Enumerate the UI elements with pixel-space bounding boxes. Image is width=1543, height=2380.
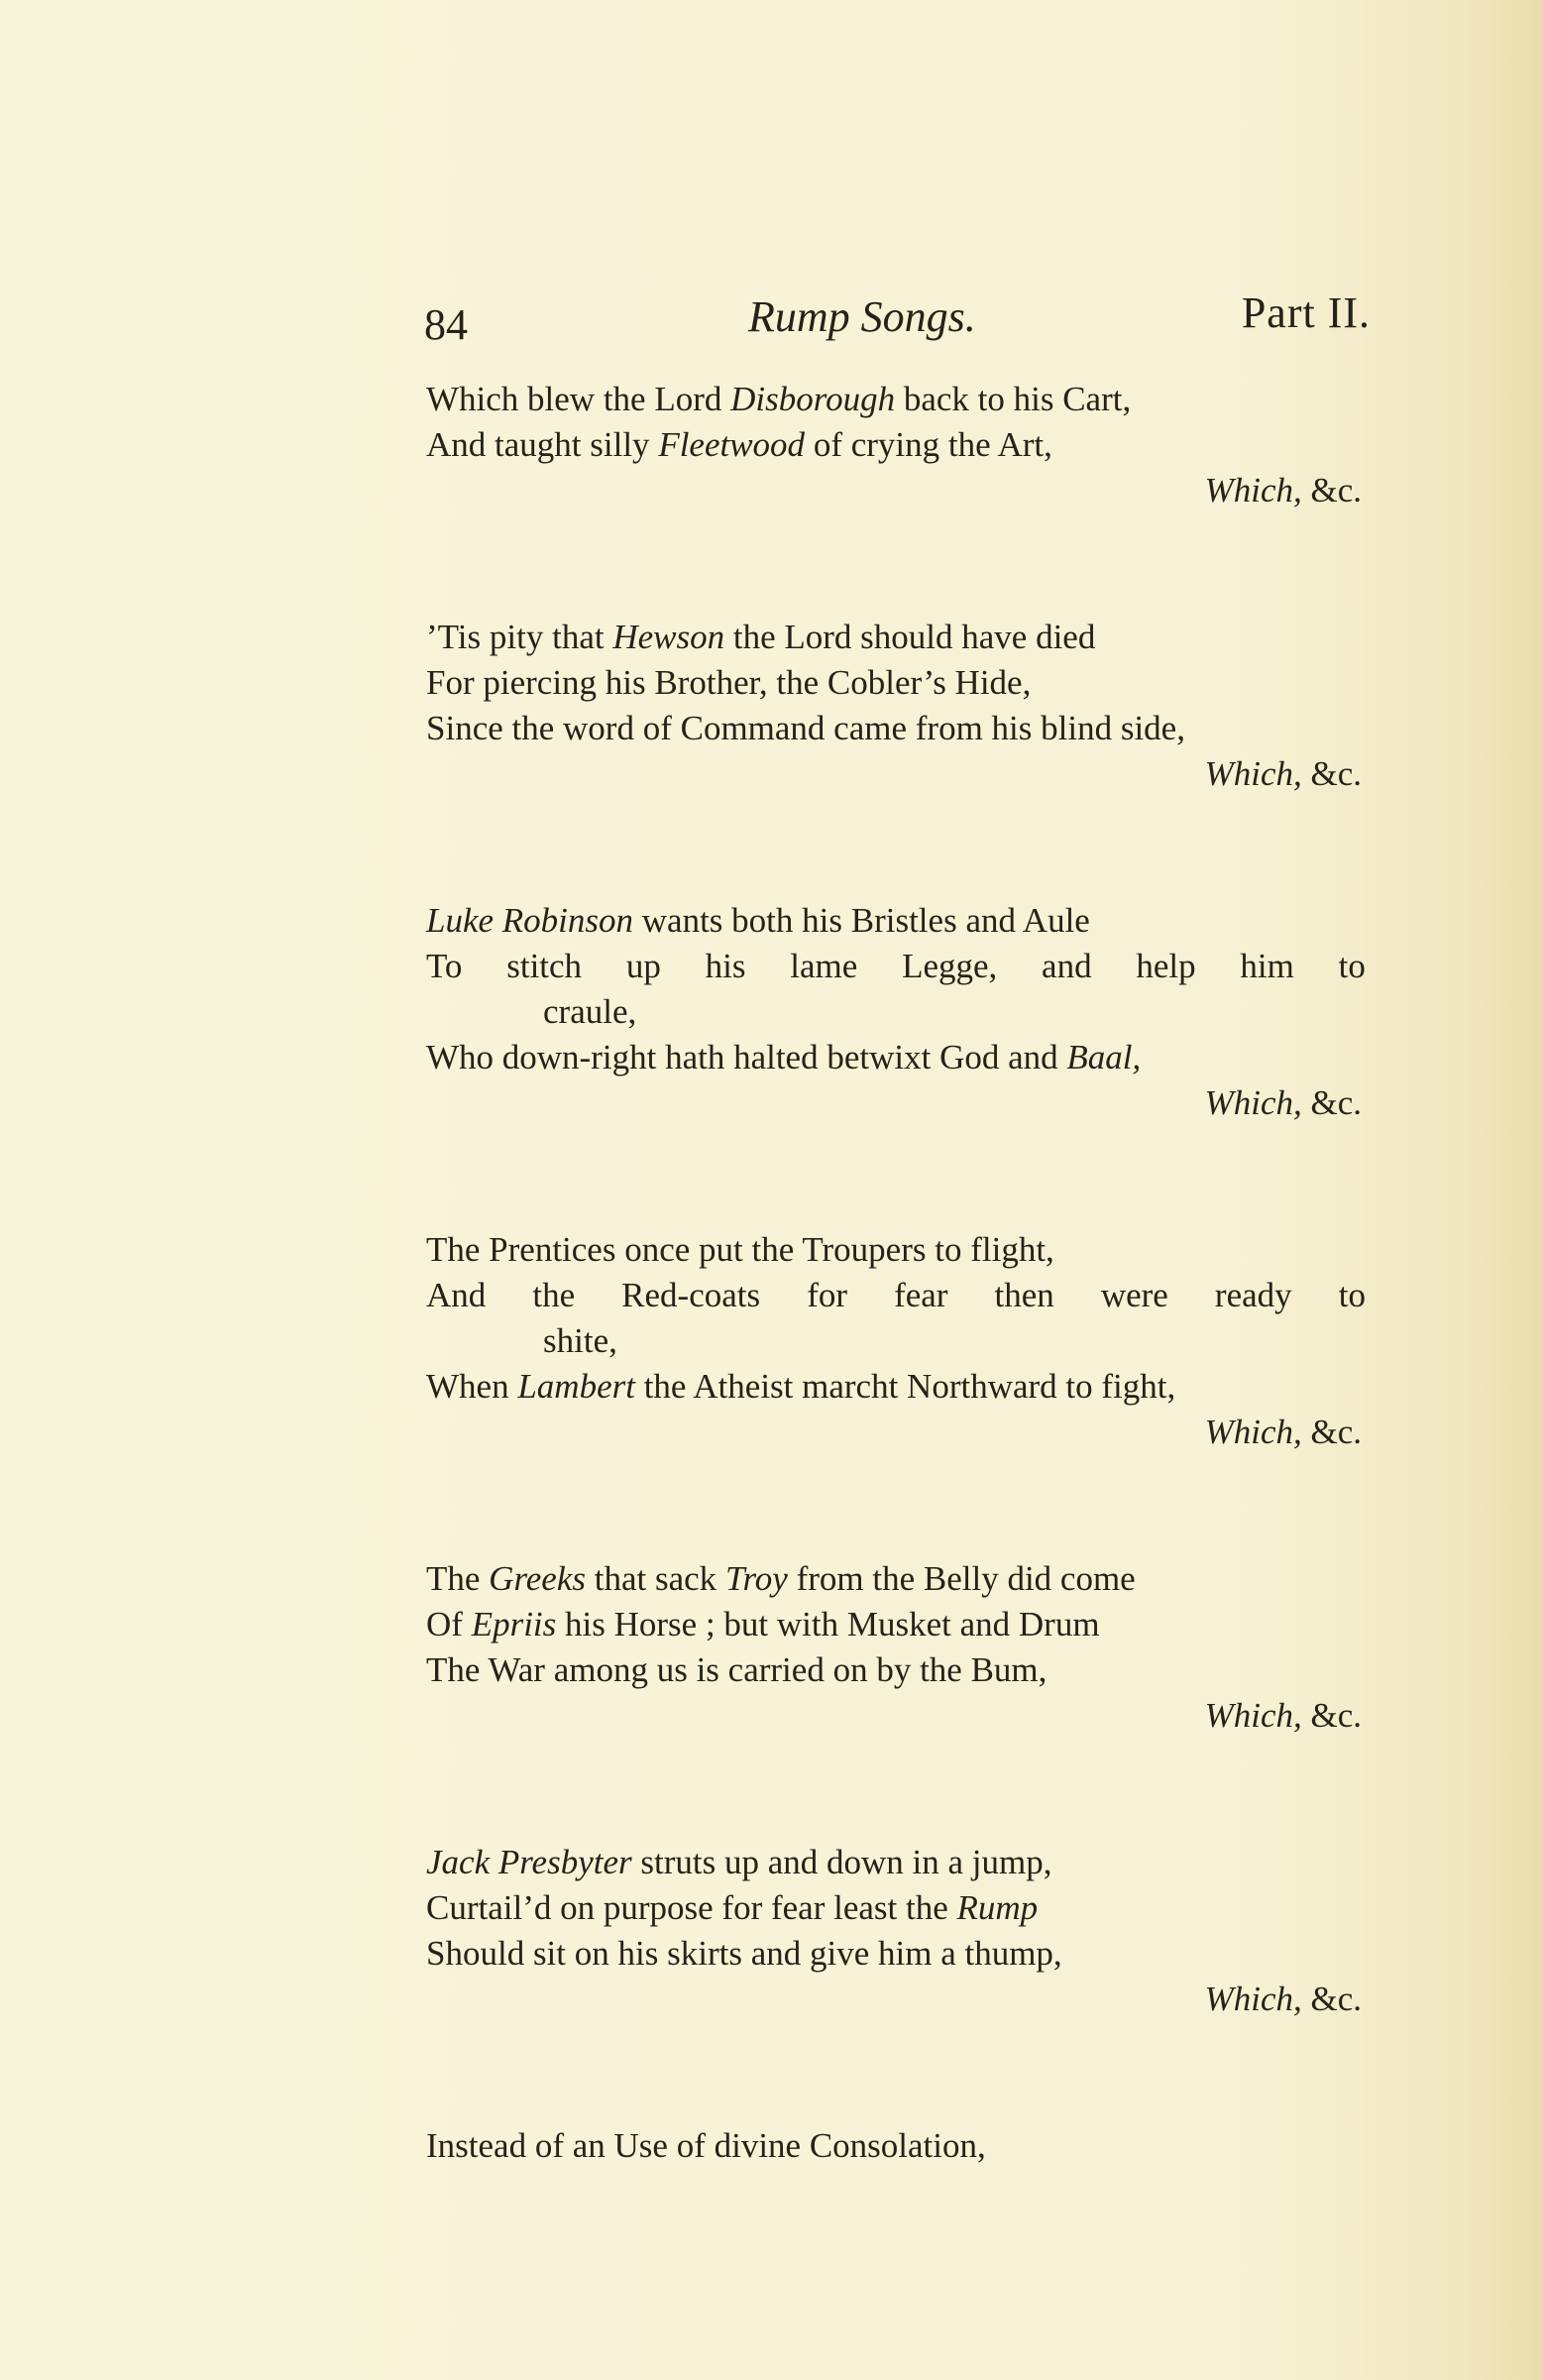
verse-line: The Prentices once put the Troupers to flight,	[426, 1230, 1054, 1269]
stanza-3	[426, 898, 1366, 1126]
refrain-line: Which, &c.	[1204, 1083, 1362, 1122]
running-title: Rump Songs.	[748, 292, 976, 341]
verse-line: Should sit on his skirts and give him a thump,	[426, 1934, 1062, 1973]
verse-line-continuation: shite,	[543, 1321, 617, 1360]
verse-line: Which blew the Lord Disborough back to his Cart,	[426, 380, 1132, 418]
refrain-line: Which, &c.	[1204, 471, 1362, 510]
stanza-5	[426, 1556, 1366, 1739]
stanza-6	[426, 1840, 1366, 2022]
verse-line: Jack Presbyter struts up and down in a jump,	[426, 1843, 1052, 1881]
verse-line: Luke Robinson wants both his Bristles and Aule	[426, 901, 1090, 940]
refrain-line: Which, &c.	[1204, 1413, 1362, 1451]
stanza-2	[426, 615, 1366, 797]
page-header	[424, 287, 1371, 357]
stanza-1	[426, 377, 1366, 513]
refrain-line: Which, &c.	[1204, 1696, 1362, 1735]
verse-line-justified: And the Red-coats for fear then were ready to	[426, 1276, 1366, 1314]
refrain-line: Which, &c.	[1204, 1980, 1362, 2018]
stanza-4	[426, 1227, 1366, 1455]
verse-line: Instead of an Use of divine Consolation,	[426, 2126, 986, 2165]
verse-line: Who down-right hath halted betwixt God and Baal,	[426, 1038, 1142, 1077]
verse-line: For piercing his Brother, the Cobler’s Hide,	[426, 663, 1032, 702]
verse-line: When Lambert the Atheist marcht Northward to fight,	[426, 1367, 1176, 1406]
refrain-line: Which, &c.	[1204, 754, 1362, 793]
stanza-7	[426, 2123, 1366, 2169]
page-number: 84	[424, 300, 468, 349]
verse-line: And taught silly Fleetwood of crying the Art,	[426, 425, 1052, 464]
verse-line-continuation: craule,	[543, 992, 637, 1031]
verse-line: Since the word of Command came from his blind side,	[426, 709, 1185, 747]
verse-line: The Greeks that sack Troy from the Belly did come	[426, 1559, 1136, 1598]
verse-line: Curtail’d on purpose for fear least the Rump	[426, 1888, 1039, 1927]
poem-text	[426, 377, 1366, 2169]
verse-line: The War among us is carried on by the Bum,	[426, 1650, 1047, 1689]
verse-line: Of Epriis his Horse ; but with Musket and Drum	[426, 1605, 1100, 1643]
part-label: Part II.	[1241, 288, 1371, 337]
verse-line-justified: To stitch up his lame Legge, and help him to	[426, 947, 1366, 985]
verse-line: ’Tis pity that Hewson the Lord should have died	[426, 618, 1096, 656]
